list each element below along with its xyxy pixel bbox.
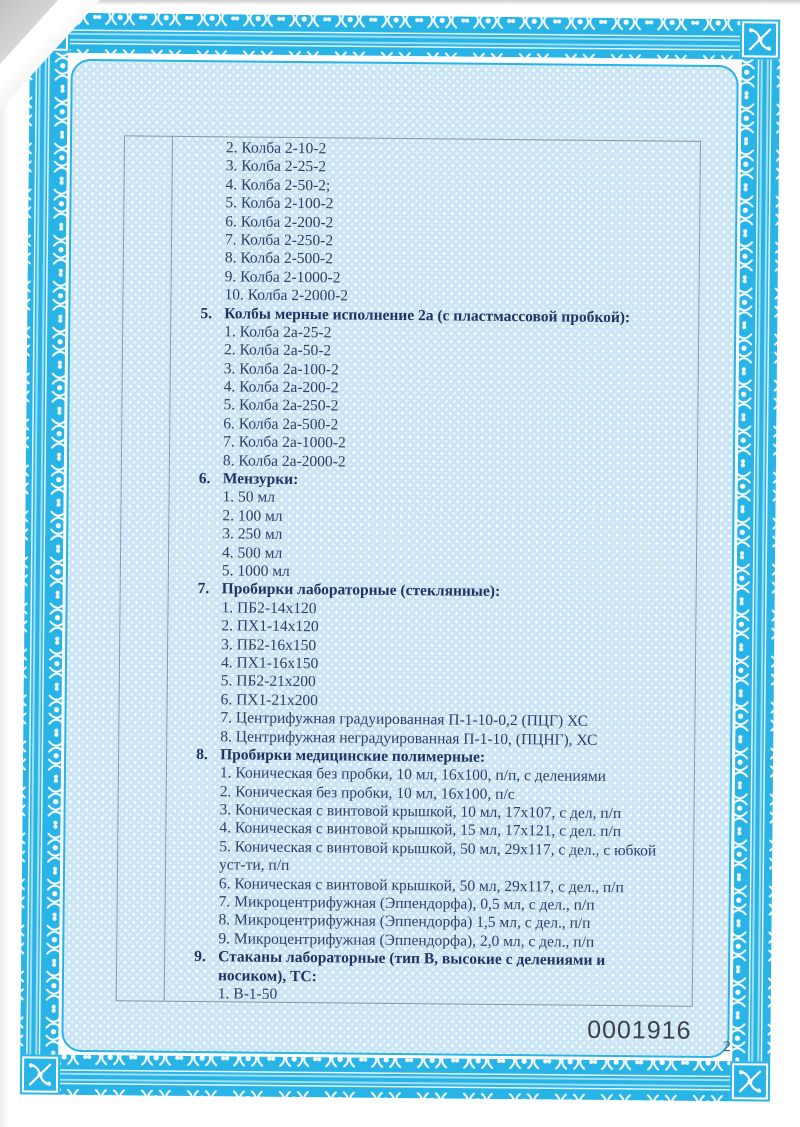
section-title: Мензурки: (222, 470, 299, 489)
list-item: 5. ПБ2-21x200 (220, 672, 316, 691)
list-item: 5. 1000 мл (221, 562, 290, 580)
list-item: 5. Коническая с винтовой крышкой, 50 мл, 29x117, с дел., с юбкой (219, 838, 657, 860)
list-item: 8. Центрифужная неградуированная П-1-10, (ПЦНГ), ХС (220, 727, 598, 749)
list-item: 4. Колба 2-50-2; (225, 176, 331, 195)
page-number: 2 (723, 1039, 731, 1056)
list-item: 6. Колба 2а-500-2 (223, 415, 339, 434)
list-item: 1. ПБ2-14x120 (221, 599, 317, 617)
list-item: 6. ПХ1-21x200 (220, 691, 319, 709)
list-item: 4. 500 мл (221, 543, 283, 562)
section-number: 5. (200, 304, 213, 322)
list-item: 4. Коническая с винтовой крышкой, 15 мл, 17x121, с дел. п/п (219, 819, 622, 841)
section-title: Пробирки лабораторные (стеклянные): (221, 580, 501, 601)
list-item: 1. Колба 2а-25-2 (224, 323, 332, 342)
list-item: 1. 50 мл (222, 488, 276, 507)
list-item: 7. Колба 2-250-2 (224, 231, 334, 250)
section-number: 8. (196, 745, 208, 764)
list-item: 3. ПБ2-16x150 (221, 635, 317, 654)
border-corner-top-right (740, 19, 780, 59)
list-item: 6. Коническая с винтовой крышкой, 50 мл, 29x117, с дел., п/п (218, 874, 624, 896)
list-item: 2. Коническая без пробки, 10 мл, 16x100, п/с (219, 782, 515, 803)
list-item: 4. ПХ1-16x150 (220, 654, 319, 673)
section-title: Стаканы лабораторные (тип В, высокие с делениями и (218, 948, 606, 970)
list-item: 2. ПХ1-14x120 (221, 617, 319, 636)
list-item: 7. Колба 2а-1000-2 (223, 433, 346, 452)
list-item: 8. Колба 2а-2000-2 (222, 451, 346, 471)
list-item: 1. Коническая без пробки, 10 мл, 16x100, п/п, с делениями (219, 764, 607, 786)
section-number: 9. (194, 948, 206, 966)
list-item: 5. Колба 2-100-2 (225, 194, 334, 213)
serial-number: 0001916 (587, 1015, 692, 1045)
list-item: 3. Коническая с винтовой крышкой, 10 мл, 17x107, с дел, п/п (219, 801, 622, 823)
border-corner-bottom-left (20, 1054, 60, 1094)
section-number: 7. (197, 580, 210, 598)
border-band-top (70, 13, 740, 59)
list-item: 7. Микроцентрифужная (Эппендорфа), 0,5 мл, с дел., п/п (218, 893, 595, 914)
list-item: 3. 250 мл (222, 525, 283, 544)
list-item-continuation: уст-ти, п/п (218, 856, 290, 875)
list-item: 4. Колба 2а-200-2 (223, 378, 339, 397)
list-lines (194, 139, 706, 1008)
list-item: 5. Колба 2а-250-2 (223, 396, 339, 415)
list-item: 2. Колба 2а-50-2 (223, 341, 332, 360)
border-corner-bottom-right (730, 1061, 770, 1101)
list-item: 2. Колба 2-10-2 (225, 139, 327, 158)
scan-edge-shadow-left (0, 0, 9, 1127)
list-item: 3. Колба 2а-100-2 (223, 359, 339, 379)
scan-edge-shadow-top (0, 0, 800, 5)
list-item: 8. Колба 2-500-2 (224, 249, 334, 268)
section-heading-continuation: носиком), ТС: (217, 966, 317, 985)
list-item: 9. Колба 2-1000-2 (224, 268, 341, 287)
list-item: 9. Микроцентрифужная (Эппендорфа), 2,0 мл, с дел., п/п (218, 930, 595, 951)
section-title: Колбы мерные исполнение 2а (с пластмассовой пробкой): (224, 304, 631, 326)
section-title: Пробирки медицинские полимерные: (220, 746, 486, 766)
table-column-divider (164, 137, 173, 1001)
border-band-bottom (60, 1055, 730, 1101)
list-item: 7. Центрифужная градуированная П-1-10-0,2 (ПЦГ) ХС (220, 709, 589, 730)
list-item: 8. Микроцентрифужная (Эппендорфа) 1,5 мл, с дел., п/п (218, 911, 591, 933)
border-band-right (732, 59, 780, 1061)
border-band-left (20, 52, 68, 1054)
list-item: 3. Колба 2-25-2 (225, 157, 327, 176)
list-item: 10. Колба 2-2000-2 (224, 286, 349, 305)
list-item: 1. В-1-50 (217, 985, 278, 1003)
list-item: 6. Колба 2-200-2 (225, 212, 334, 231)
section-number: 6. (198, 470, 211, 488)
list-item: 2. 100 мл (222, 507, 283, 525)
